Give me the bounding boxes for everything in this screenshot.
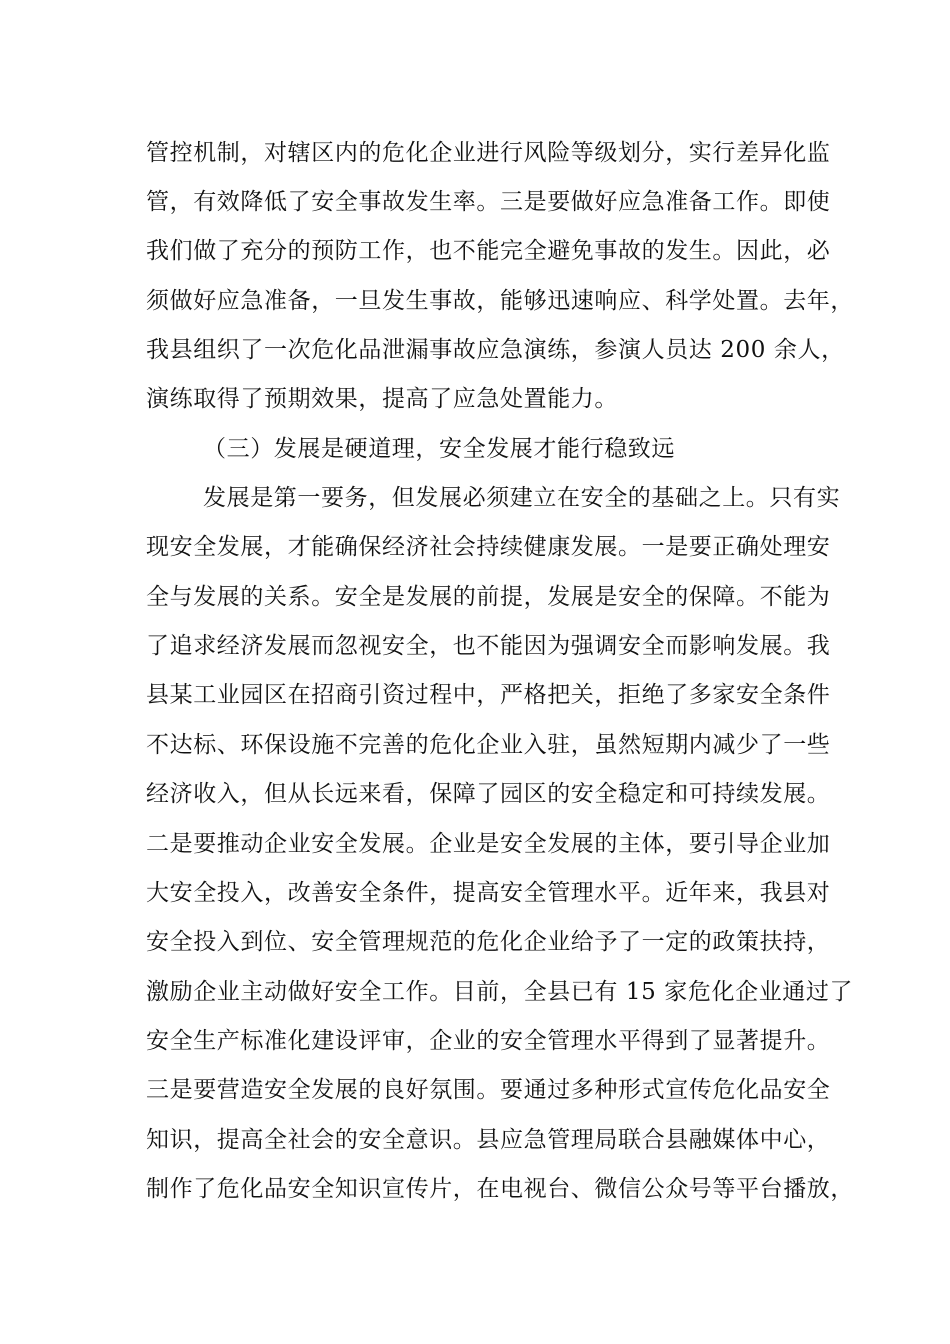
paragraph-line: 大安全投入，改善安全条件，提高安全管理水平。近年来，我县对: [146, 880, 831, 906]
paragraph-line: 三是要营造安全发展的良好氛围。要通过多种形式宣传危化品安全: [146, 1077, 831, 1103]
paragraph-line: 县某工业园区在招商引资过程中，严格把关，拒绝了多家安全条件: [146, 682, 831, 708]
paragraph-line: 知识，提高全社会的安全意识。县应急管理局联合县融媒体中心，: [146, 1127, 831, 1153]
paragraph-line: 安全投入到位、安全管理规范的危化企业给予了一定的政策扶持，: [146, 929, 831, 955]
paragraph-line: 演练取得了预期效果，提高了应急处置能力。: [146, 386, 618, 412]
paragraph-line: 二是要推动企业安全发展。企业是安全发展的主体，要引导企业加: [146, 831, 831, 857]
paragraph-line: 经济收入，但从长远来看，保障了园区的安全稳定和可持续发展。: [146, 781, 831, 807]
paragraph-line: 管，有效降低了安全事故发生率。三是要做好应急准备工作。即使: [146, 189, 831, 215]
paragraph-line: 管控机制，对辖区内的危化企业进行风险等级划分，实行差异化监: [146, 140, 831, 166]
paragraph-line: 全与发展的关系。安全是发展的前提，发展是安全的保障。不能为: [146, 584, 831, 610]
paragraph-line: 了追求经济发展而忽视安全，也不能因为强调安全而影响发展。我: [146, 633, 831, 659]
paragraph-line: 激励企业主动做好安全工作。目前，全县已有 15 家危化企业通过了: [146, 979, 854, 1005]
paragraph-line: 制作了危化品安全知识宣传片，在电视台、微信公众号等平台播放，: [146, 1176, 854, 1202]
paragraph-line: 须做好应急准备，一旦发生事故，能够迅速响应、科学处置。去年，: [146, 288, 854, 314]
paragraph-line: 我县组织了一次危化品泄漏事故应急演练，参演人员达 200 余人，: [146, 337, 845, 363]
paragraph-line: 发展是第一要务，但发展必须建立在安全的基础之上。只有实: [203, 485, 841, 511]
paragraph-line: 不达标、环保设施不完善的危化企业入驻，虽然短期内减少了一些: [146, 732, 831, 758]
section-heading: （三）发展是硬道理，安全发展才能行稳致远: [203, 436, 675, 462]
paragraph-line: 现安全发展，才能确保经济社会持续健康发展。一是要正确处理安: [146, 534, 831, 560]
paragraph-line: 安全生产标准化建设评审，企业的安全管理水平得到了显著提升。: [146, 1028, 831, 1054]
paragraph-line: 我们做了充分的预防工作，也不能完全避免事故的发生。因此，必: [146, 238, 831, 264]
